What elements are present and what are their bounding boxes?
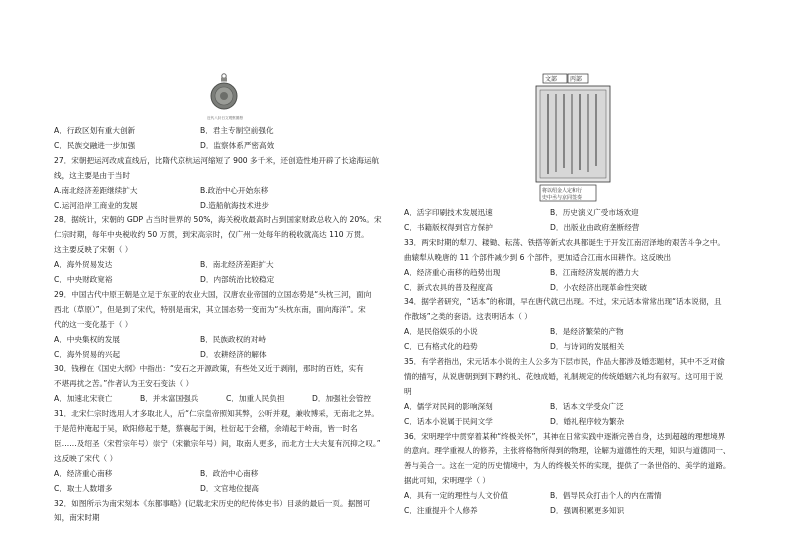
coin-figure xyxy=(210,72,238,112)
question-text-line: 西北（草原）”，但是到了宋代，特别是南宋，其立国态势一变而为“头枕东南，面向海洋”。宋 xyxy=(54,304,366,314)
answer-option: A．加速北宋衰亡 xyxy=(54,394,113,404)
answer-option: B．君主专制空前强化 xyxy=(200,126,274,135)
answer-option: C．已有格式化的趋势 xyxy=(404,342,478,352)
answer-option: D．出版业由政府垄断经营 xyxy=(550,222,640,232)
question-text-line: 不堪再扰之苦。”作者认为王安石变法（ ） xyxy=(54,379,194,389)
question-text-line: 情的描写，从说唐朝到到下聘约礼、花烛成婚，礼制规定的传统婚姻六礼均有叙写。这可用于说 xyxy=(404,371,723,381)
question-text-line: 27．宋朝把运河改成直线后，比隋代京杭运河缩短了 900 多千米，还创造性地开辟了长途海运航 xyxy=(54,155,380,165)
answer-option: D．婚礼程序较为繁杂 xyxy=(550,416,625,426)
answer-option: B．话本文学受众广泛 xyxy=(550,401,624,411)
question-text-line: 据此可知，宋明理学（ ） xyxy=(404,476,490,486)
question-text-line: 这反映了宋代（ ） xyxy=(54,453,118,463)
answer-option: A．经济重心南移 xyxy=(54,468,113,478)
answer-option: B．历史演义广受市场欢迎 xyxy=(550,208,639,217)
answer-option: B．政治中心南移 xyxy=(200,468,259,478)
answer-option: B．倡导民众打击个人的内在需情 xyxy=(550,491,662,501)
answer-option: A．具有一定的理性与人文价值 xyxy=(404,491,508,501)
question-text-line: 33．两宋时期的犁刀、耧锄、耘荡、铁搭等新式农具都诞生于开发江南沼泽地的艰苦斗争之中。 xyxy=(404,237,726,247)
book-page-image xyxy=(534,72,614,202)
answer-option: A．是民俗娱乐的小说 xyxy=(404,327,478,337)
coin-caption: 近代八卦日文观察图册 xyxy=(207,116,243,120)
answer-option: B.政治中心开始东移 xyxy=(200,185,269,195)
answer-option: B．是经济繁荣的产物 xyxy=(550,327,624,337)
answer-option: C．书籍版权得到官方保护 xyxy=(404,222,493,232)
question-text-line: 30．钱穆在《国史大纲》中指出：“安石之开源政策，有些处又近于剥削，那时的百姓，实有 xyxy=(54,364,364,374)
question-text-line: 34．据学者研究，“话本”的称谓，早在唐代就已出现。不过，宋元话本常常出现“话本说彻，且 xyxy=(404,297,722,307)
answer-option: D．农耕经济的解体 xyxy=(200,349,267,359)
book-bottom-line-2: 史中丞与京同签奏 xyxy=(542,195,583,201)
answer-option: A．中央集权的发展 xyxy=(54,334,120,344)
question-text-line: 32．如图所示为南宋刻本《东都事略》(记载北宋历史的纪传体史书）目录的最后一页。据图可 xyxy=(54,498,371,508)
answer-option: C．注重提升个人修养 xyxy=(404,506,478,515)
answer-option: C．民族交融进一步加强 xyxy=(54,140,136,150)
question-text-line: 善与美合一。这在一定的历史情境中，为人的终极关怀的实现，提供了一条世俗的、美学的道路。 xyxy=(404,461,731,471)
book-top-label-2: 丙部 xyxy=(570,76,583,83)
answer-option: C．中央财政宽裕 xyxy=(54,275,113,284)
question-text-line: 29．中国古代中原王朝是立足于东亚的农业大国，汉唐农业帝国的立国态势是“头枕三河，面向 xyxy=(54,289,372,299)
answer-option: D．强调积累更多知识 xyxy=(550,506,625,515)
answer-option: C．海外贸易的兴起 xyxy=(54,349,121,359)
answer-option: A．活字印刷技术发展迅速 xyxy=(404,208,493,217)
question-text-line: 31．北宋仁宗时选用人才多取北人，后“仁宗皇帝照知其弊，公听并观，兼收博采，无南北之异。 xyxy=(54,409,379,419)
book-page-figure xyxy=(534,72,614,202)
answer-option: D．监察体系严密高效 xyxy=(200,140,275,150)
question-text-line: 仁宗时期，每年中央税收约 50 万贯，到宋高宗时，仅广州一处每年的税收就高达 110 万贯。 xyxy=(54,230,369,240)
coin-icon xyxy=(210,72,238,112)
question-text-line: 知，南宋时期 xyxy=(54,513,100,523)
answer-option: B．民族政权的对峙 xyxy=(200,334,266,344)
answer-option: B．南北经济差距扩大 xyxy=(200,260,274,270)
answer-option: D．小农经济出现革命性突破 xyxy=(550,282,647,292)
question-text-line: 这主要反映了宋朝（ ） xyxy=(54,245,133,255)
question-text-line: 36．宋明理学中贯穿着某种“终极关怀”，其神在日常实践中逐渐完善自身，达到超越的理想境界 xyxy=(404,431,726,441)
answer-option: A．行政区划有重大创新 xyxy=(54,126,136,135)
question-text-line: 曲辕犁从晚唐的 11 个部件减少到 6 个部件，更加适合江南水田耕作。这反映出 xyxy=(404,252,672,262)
answer-option: A．海外贸易发达 xyxy=(54,260,113,270)
answer-option: A．儒学对民间的影响深刻 xyxy=(404,401,493,411)
answer-option: C．加重人民负担 xyxy=(226,394,285,404)
answer-option: C．新式农具的普及程度高 xyxy=(404,282,493,292)
answer-option: D．加强社会管控 xyxy=(312,394,372,404)
question-text-line: 明 xyxy=(404,386,412,396)
book-top-label-1: 文部 xyxy=(545,76,558,83)
book-bottom-line-1: 将以绍金人定和行 xyxy=(542,188,583,194)
answer-option: C．话本小说属于民间文学 xyxy=(404,416,493,426)
question-text-line: 线，这主要是由于当时 xyxy=(54,170,130,180)
answer-option: B．江南经济发展的潜力大 xyxy=(550,267,639,277)
question-text-line: 28．据统计，宋朝的 GDP 占当时世界的 50%，海关税收最高时占到国家财政总收入的 20%。宋 xyxy=(54,215,382,225)
answer-option: C．取士人数增多 xyxy=(54,483,113,493)
question-text-line: 代的这一变化基于（ ） xyxy=(54,319,133,329)
answer-option: D．内部统治比较稳定 xyxy=(200,275,275,284)
answer-option: B．并未富国强兵 xyxy=(140,394,199,404)
question-text-line: 于是范仲淹起于吴，欧阳修起于楚，蔡襄起于闽，杜衍起于会稽，余靖起于岭南，皆一时名 xyxy=(54,424,358,433)
question-text-line: 作散场”之类的套语。这表明话本（ ） xyxy=(404,312,532,322)
question-text-line: 35．有学者指出，宋元话本小说的主人公多为下层市民，作品大都涉及婚恋题材，其中不乏对偷 xyxy=(404,357,726,366)
question-text-line: 臣……及绍圣（宋哲宗年号）崇宁（宋徽宗年号）间，取南人更多，而北方士大夫复有沉抑之叹。” xyxy=(54,438,381,448)
answer-option: D．文官地位提高 xyxy=(200,483,260,493)
answer-option: A．经济重心南移的趋势出现 xyxy=(404,267,501,277)
answer-option: D．与诗词的发展相关 xyxy=(550,342,625,352)
answer-option: D.造船航海技术进步 xyxy=(200,200,270,210)
answer-option: C.运河沿岸工商业的发展 xyxy=(54,200,138,210)
question-text-line: 的意向。理学重视人的修养，主张将格物所得到的物理，诠解为道德性的天理，知识与道德同一、 xyxy=(404,446,731,456)
answer-option: A.南北经济差距继续扩大 xyxy=(54,185,138,195)
